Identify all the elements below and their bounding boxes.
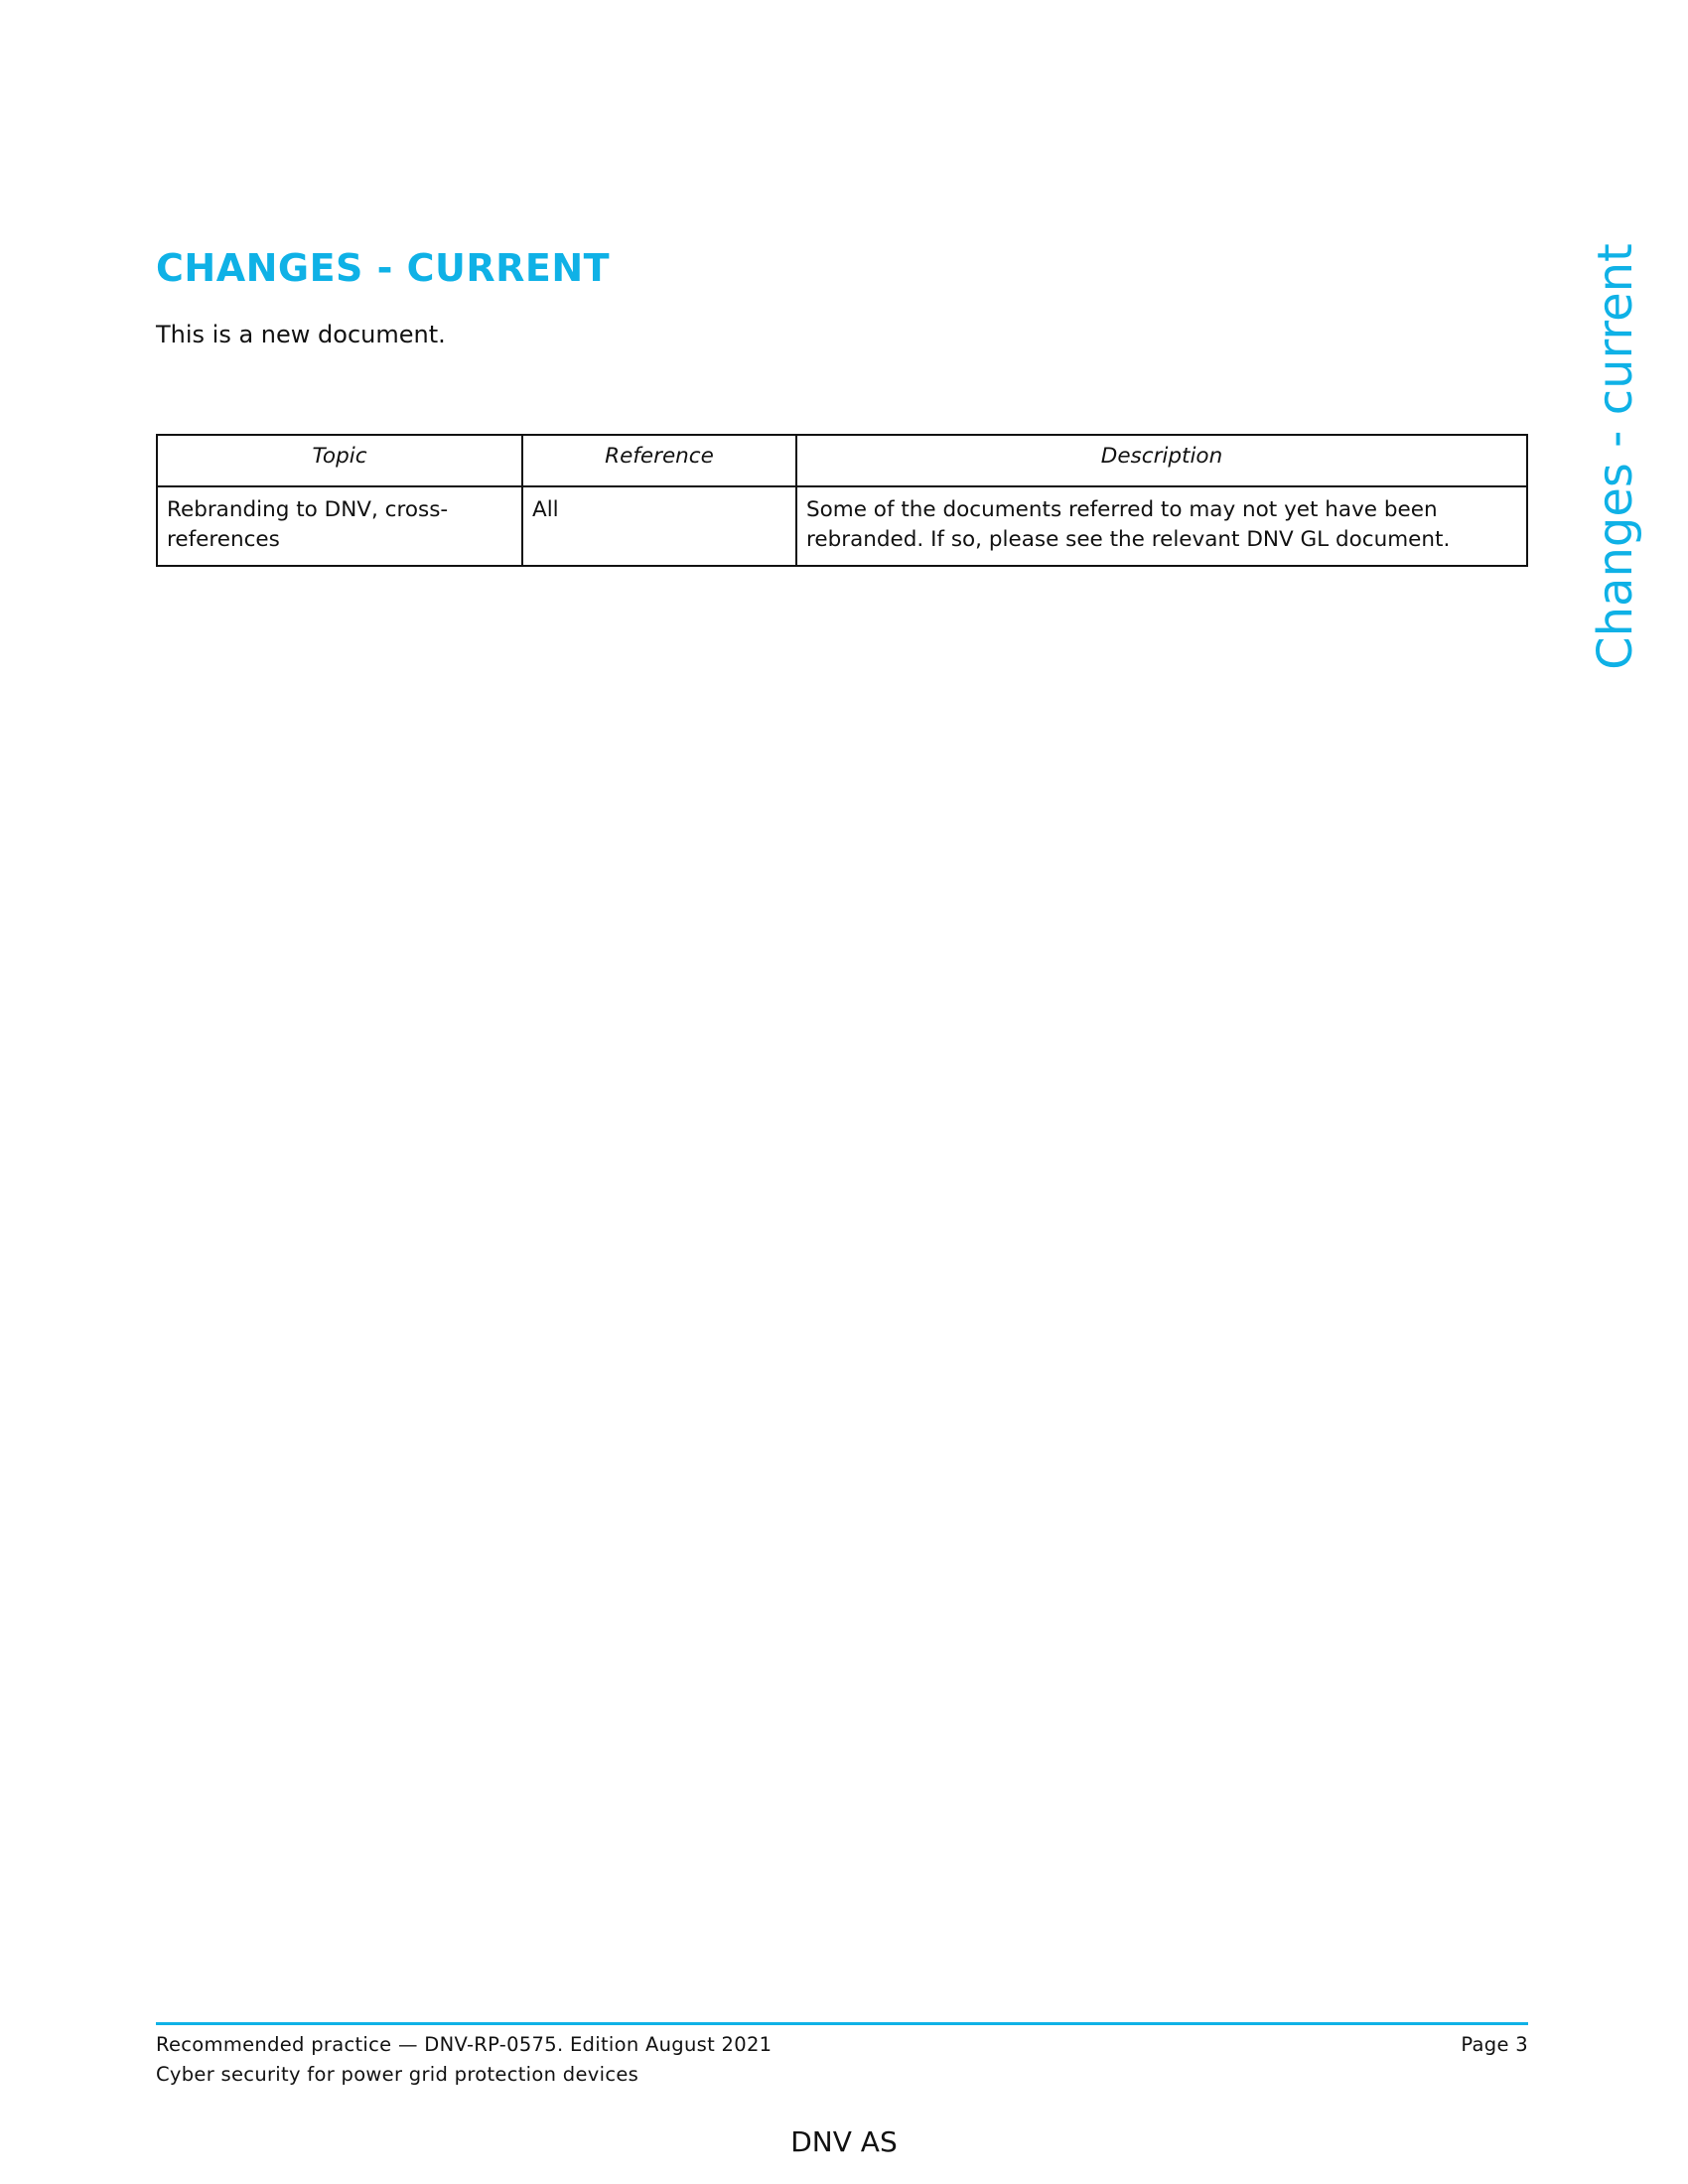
footer-document-info bbox=[156, 2030, 772, 2090]
column-header-topic: Topic bbox=[157, 435, 522, 486]
table-header-row bbox=[157, 435, 1527, 486]
cell-reference: All bbox=[522, 486, 796, 566]
cell-description: Some of the documents referred to may not yet have been rebranded. If so, please see the relevant DNV GL document. bbox=[796, 486, 1527, 566]
footer-page-number: Page 3 bbox=[1461, 2033, 1528, 2056]
footer-company-name: DNV AS bbox=[790, 2125, 898, 2158]
table-row bbox=[157, 486, 1527, 566]
column-header-description: Description bbox=[796, 435, 1527, 486]
intro-text: This is a new document. bbox=[156, 321, 446, 348]
cell-topic: Rebranding to DNV, cross-references bbox=[157, 486, 522, 566]
column-header-reference: Reference bbox=[522, 435, 796, 486]
footer-document-subtitle: Cyber security for power grid protection devices bbox=[156, 2063, 639, 2086]
page-title: CHANGES - CURRENT bbox=[156, 246, 611, 290]
footer-document-reference: Recommended practice — DNV-RP-0575. Edition August 2021 bbox=[156, 2033, 773, 2056]
changes-table bbox=[156, 434, 1528, 567]
footer-divider bbox=[156, 2022, 1528, 2025]
side-section-label: Changes - current bbox=[1588, 243, 1643, 670]
